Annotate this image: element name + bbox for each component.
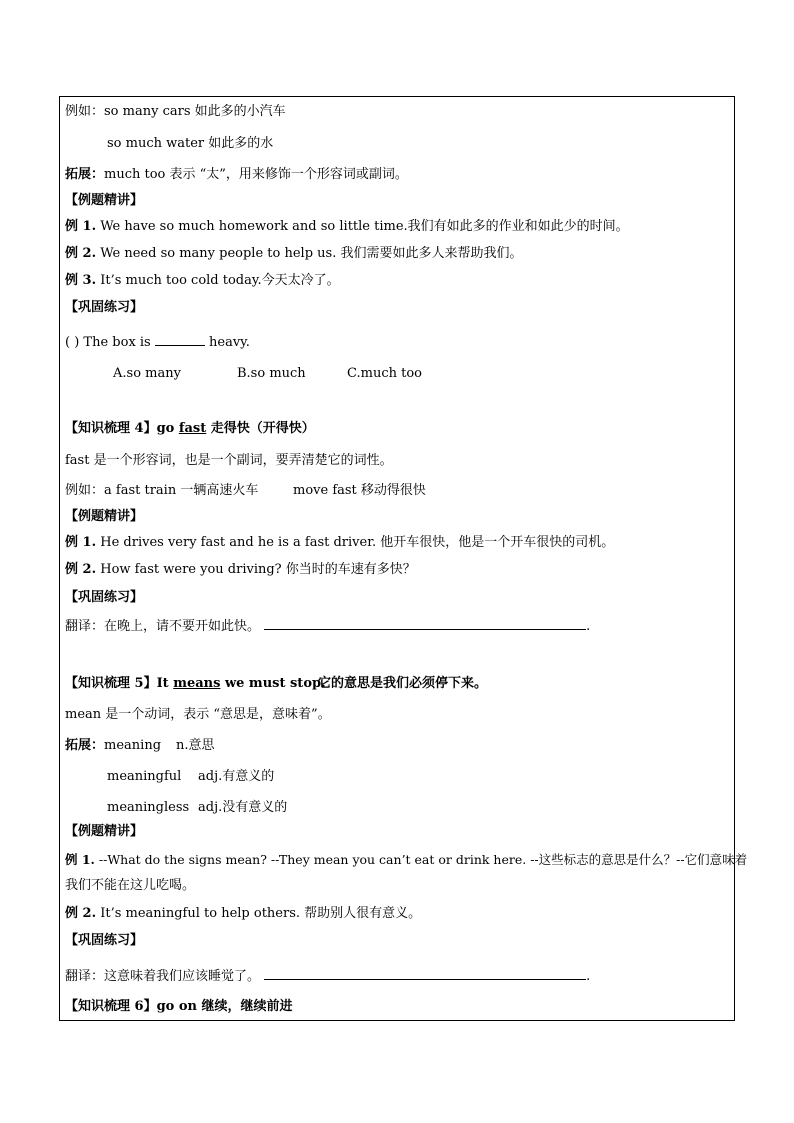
question-text: The box is (83, 335, 151, 350)
heading-text: we must stop. (220, 676, 326, 691)
example-sentence: It’s meaningful to help others. 帮助别人很有意义。 (96, 906, 422, 921)
example-sentence-2 (65, 245, 522, 263)
example-number: 例 2. (65, 562, 97, 577)
example-sentence-3 (65, 272, 340, 290)
translation-prompt: 翻译：在晚上，请不要开如此快。 (65, 619, 261, 634)
example-text: a fast train 一辆高速火车 (104, 483, 259, 498)
vocab-definition: adj.没有意义的 (198, 800, 288, 815)
knowledge-heading-4 (65, 420, 315, 438)
vocab-word: meaning (104, 738, 162, 753)
heading-keyword: fast (178, 421, 207, 436)
description-line: fast 是一个形容词，也是一个副词，要弄清楚它的词性。 (65, 453, 393, 468)
answer-blank[interactable] (264, 967, 586, 980)
example-line-b: move fast 移动得很快 (293, 483, 426, 498)
section-heading-practice: 【巩固练习】 (65, 933, 144, 948)
answer-paren[interactable]: ( ) (65, 335, 80, 350)
example-sentence-1-cont: 我们不能在这儿吃喝。 (65, 878, 196, 893)
vocab-word: meaningless (107, 800, 190, 815)
knowledge-heading-5 (65, 675, 326, 693)
example-number: 例 1. (65, 535, 97, 550)
description-line: mean 是一个动词，表示 “意思是，意味着”。 (65, 707, 331, 722)
example-text: so many cars 如此多的小汽车 (104, 104, 286, 119)
extension-text: much too 表示 “太”，用来修饰一个形容词或副词。 (104, 167, 408, 182)
heading-translation: 它的意思是我们必须停下来。 (318, 676, 488, 691)
option-b[interactable]: B.so much (237, 366, 306, 381)
extension-label: 拓展： (65, 167, 105, 182)
translation-exercise (65, 967, 590, 986)
example-sentence-1 (65, 851, 747, 869)
translation-prompt: 翻译：这意味着我们应该睡觉了。 (65, 969, 261, 984)
example-sentence: We have so much homework and so little time.我们有如此多的作业和如此少的时间。 (96, 219, 629, 234)
example-sentence: He drives very fast and he is a fast driver. 他开车很快，他是一个开车很快的司机。 (96, 535, 615, 550)
answer-blank[interactable] (264, 617, 586, 630)
example-sentence: It’s much too cold today.今天太冷了。 (96, 273, 340, 288)
example-sentence-2 (65, 561, 416, 579)
vocab-word: meaningful (107, 769, 182, 784)
example-sentence: --What do the signs mean? --They mean you can’t eat or drink here. --这些标志的意思是什么？--它们意味着 (94, 852, 748, 867)
example-label: 例如： (65, 104, 105, 119)
section-heading-practice: 【巩固练习】 (65, 590, 144, 605)
example-line-1 (65, 103, 286, 121)
example-sentence: We need so many people to help us. 我们需要如此多人来帮助我们。 (96, 246, 523, 261)
extension-line (65, 737, 161, 755)
example-number: 例 2. (65, 246, 97, 261)
question-text: heavy. (209, 335, 250, 350)
example-number: 例 1. (65, 852, 95, 867)
heading-keyword: means (173, 676, 221, 691)
option-a[interactable]: A.so many (113, 366, 181, 381)
period: . (586, 969, 591, 984)
heading-text: 【知识梳理 6】go on (65, 999, 197, 1014)
example-line-2: so much water 如此多的水 (107, 136, 274, 151)
section-heading-jingjiang: 【例题精讲】 (65, 824, 144, 839)
knowledge-heading-6 (65, 998, 293, 1016)
period: . (586, 619, 591, 634)
example-label: 例如： (65, 483, 105, 498)
example-sentence-1 (65, 218, 629, 236)
translation-exercise (65, 617, 590, 636)
practice-question (65, 333, 250, 352)
extension-label: 拓展： (65, 738, 105, 753)
heading-text: 走得快（开得快） (206, 421, 315, 436)
heading-translation: 继续，继续前进 (196, 999, 293, 1014)
example-sentence-1 (65, 534, 614, 552)
example-sentence-2 (65, 905, 421, 923)
option-c[interactable]: C.much too (347, 366, 422, 381)
example-line (65, 482, 258, 500)
vocab-definition: n.意思 (176, 738, 215, 753)
example-number: 例 1. (65, 219, 97, 234)
section-heading-jingjiang: 【例题精讲】 (65, 509, 144, 524)
example-number: 例 2. (65, 906, 97, 921)
section-heading-jingjiang: 【例题精讲】 (65, 193, 144, 208)
heading-text: 【知识梳理 5】It (65, 676, 174, 691)
example-sentence: How fast were you driving? 你当时的车速有多快？ (96, 562, 416, 577)
example-number: 例 3. (65, 273, 97, 288)
answer-blank[interactable] (155, 333, 205, 346)
vocab-definition: adj.有意义的 (198, 769, 275, 784)
section-heading-practice: 【巩固练习】 (65, 300, 144, 315)
heading-text: 【知识梳理 4】go (65, 421, 179, 436)
extension-line (65, 166, 408, 184)
